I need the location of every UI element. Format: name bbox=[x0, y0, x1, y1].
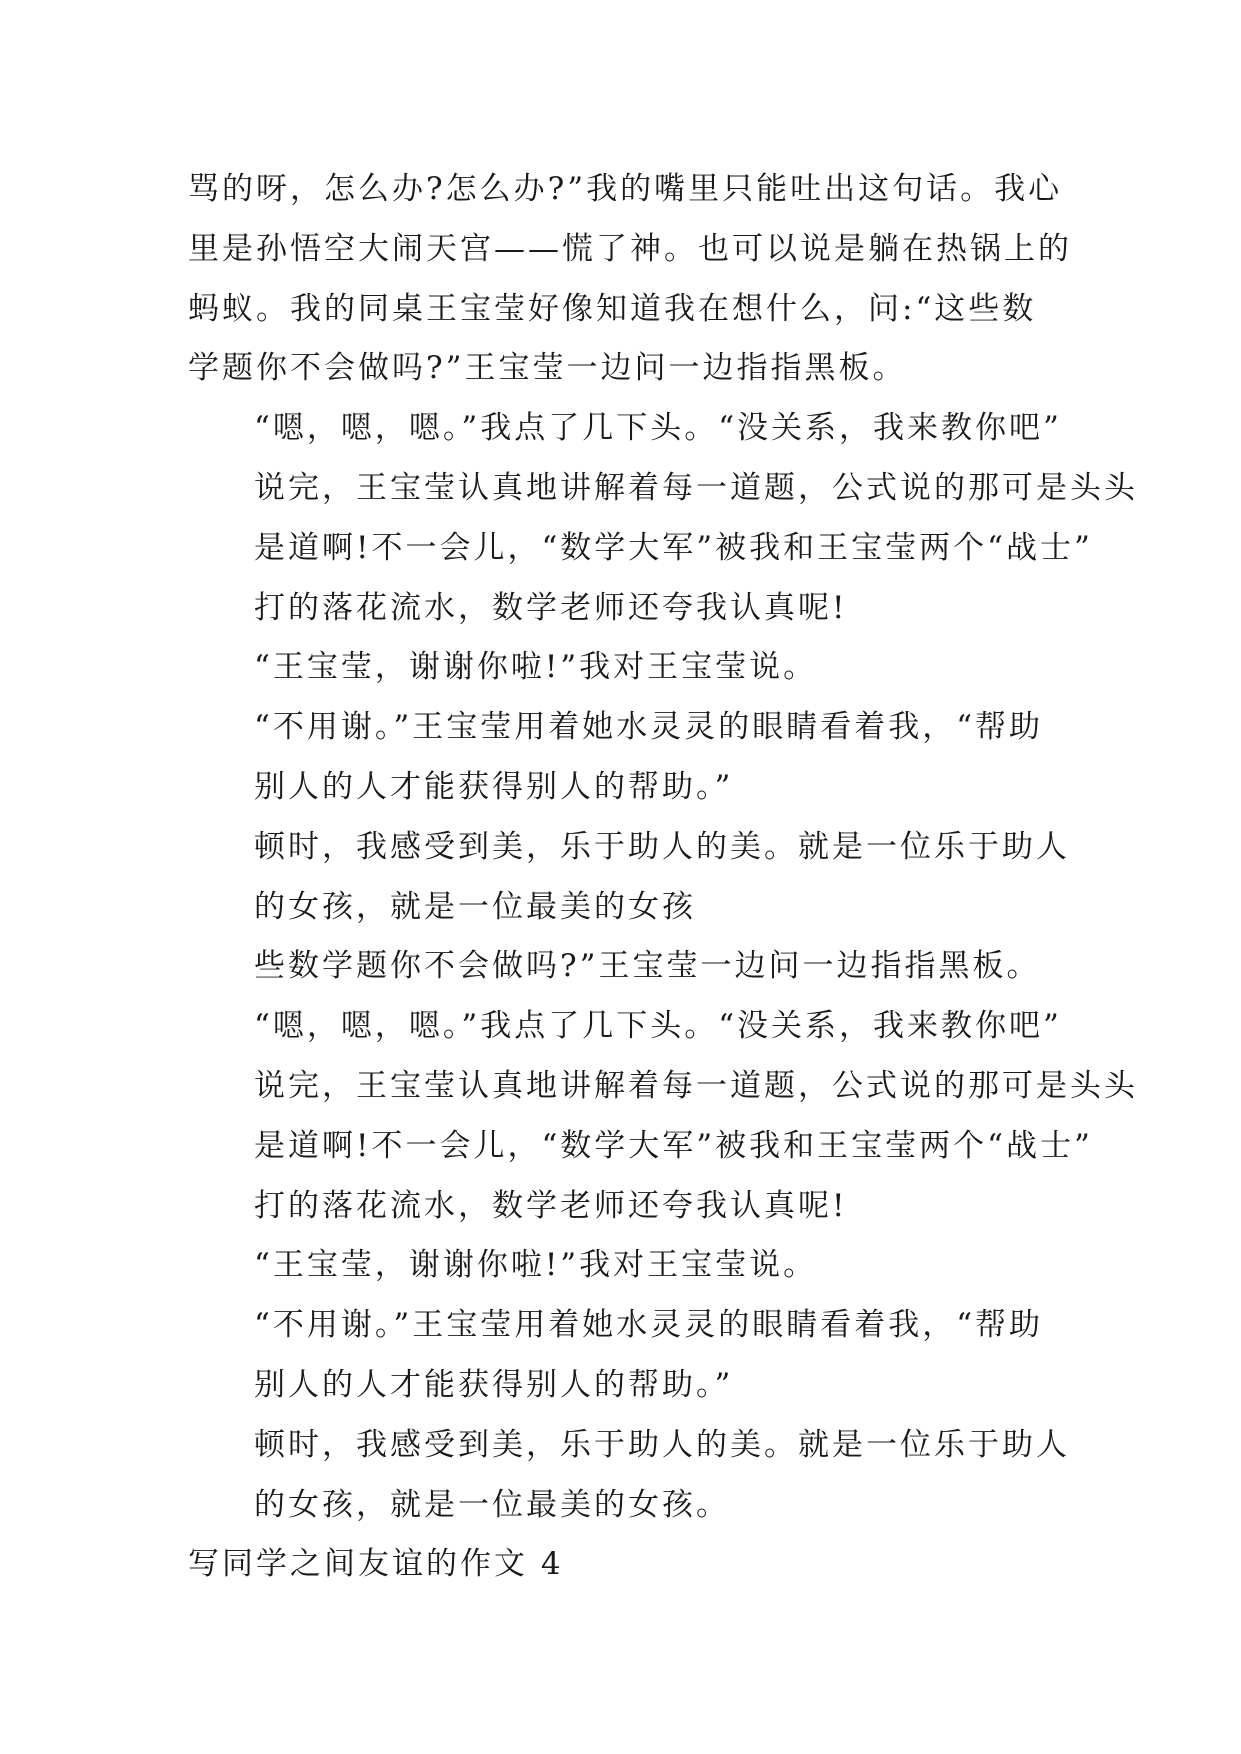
text-line: 顿时，我感受到美，乐于助人的美。就是一位乐于助人 bbox=[254, 828, 1070, 865]
text-line: 学题你不会做吗?”王宝莹一边问一边指指黑板。 bbox=[188, 350, 907, 387]
text-line: 别人的人才能获得别人的帮助。” bbox=[254, 1366, 734, 1403]
text-line: “嗯，嗯，嗯。”我点了几下头。“没关系，我来教你吧” bbox=[254, 410, 1062, 447]
paragraph bbox=[188, 997, 1138, 1236]
paragraph bbox=[188, 638, 1068, 698]
text-line: 打的落花流水，数学老师还夸我认真呢! bbox=[254, 1187, 848, 1224]
text-line: “王宝莹，谢谢你啦!”我对王宝莹说。 bbox=[254, 649, 818, 686]
text-line: “王宝莹，谢谢你啦!”我对王宝莹说。 bbox=[254, 1247, 818, 1284]
text-line: 说完，王宝莹认真地讲解着每一道题，公式说的那可是头头 bbox=[254, 1067, 1138, 1104]
paragraph-list bbox=[188, 160, 1138, 1535]
text-line: 些数学题你不会做吗?”王宝莹一边问一边指指黑板。 bbox=[254, 948, 1041, 985]
paragraph bbox=[188, 818, 1068, 938]
text-line: 蚂蚁。我的同桌王宝莹好像知道我在想什么，问:“这些数 bbox=[188, 290, 1037, 327]
text-line: 说完，王宝莹认真地讲解着每一道题，公式说的那可是头头 bbox=[254, 469, 1138, 506]
paragraph bbox=[188, 937, 1068, 997]
text-line: “不用谢。”王宝莹用着她水灵灵的眼睛看着我，“帮助 bbox=[254, 709, 1044, 746]
paragraph bbox=[188, 1416, 1068, 1536]
text-line: 是道啊!不一会儿，“数学大军”被我和王宝莹两个“战士” bbox=[254, 1127, 1093, 1164]
text-line: 骂的呀，怎么办?怎么办?”我的嘴里只能吐出这句话。我心 bbox=[188, 171, 1063, 207]
text-line: 的女孩，就是一位最美的女孩 bbox=[254, 888, 696, 925]
text-line: 打的落花流水，数学老师还夸我认真呢! bbox=[254, 589, 848, 626]
text-line: 别人的人才能获得别人的帮助。” bbox=[254, 768, 734, 805]
text-line: 的女孩，就是一位最美的女孩。 bbox=[254, 1486, 730, 1523]
text-line: “不用谢。”王宝莹用着她水灵灵的眼睛看着我，“帮助 bbox=[254, 1307, 1044, 1344]
paragraph bbox=[188, 399, 1138, 638]
section-heading: 写同学之间友谊的作文 4 bbox=[188, 1546, 564, 1583]
text-line: 里是孙悟空大闹天宫——慌了神。也可以说是躺在热锅上的 bbox=[188, 230, 1072, 267]
document-body bbox=[188, 160, 1138, 1595]
paragraph bbox=[188, 698, 1068, 818]
paragraph bbox=[188, 1296, 1068, 1416]
text-line: “嗯，嗯，嗯。”我点了几下头。“没关系，我来教你吧” bbox=[254, 1008, 1062, 1045]
text-line: 顿时，我感受到美，乐于助人的美。就是一位乐于助人 bbox=[254, 1426, 1070, 1463]
paragraph bbox=[188, 1236, 1068, 1296]
paragraph bbox=[188, 160, 1072, 399]
text-line: 是道啊!不一会儿，“数学大军”被我和王宝莹两个“战士” bbox=[254, 529, 1093, 566]
